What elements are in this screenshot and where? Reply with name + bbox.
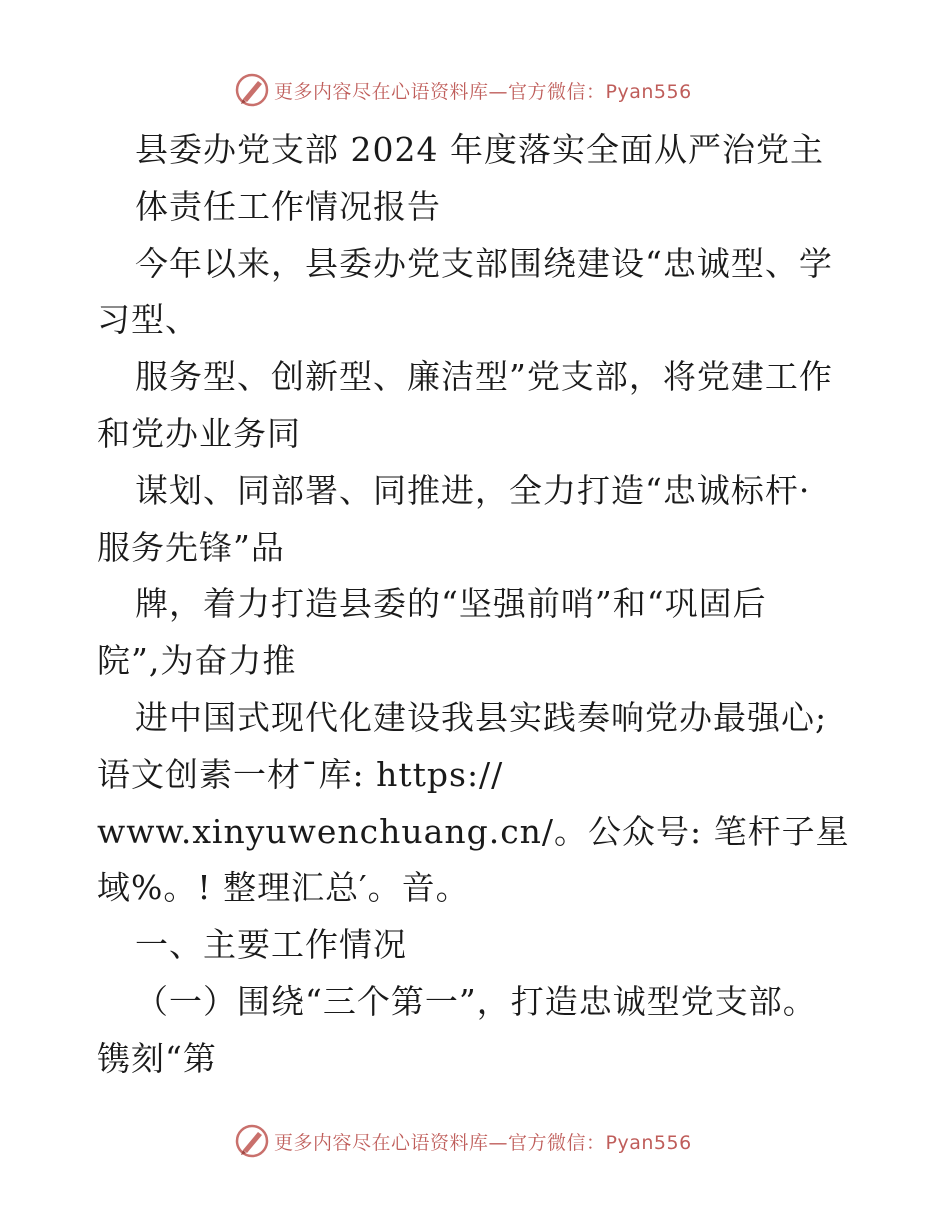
paragraph-line: 服务先锋”品 [97,527,285,567]
paragraph-line: 镌刻“第 [97,1038,217,1078]
title-line-2: 体责任工作情况报告 [135,186,441,226]
pen-logo-icon [234,72,270,108]
paragraph-line: 域%。! 整理汇总′。音。 [97,868,470,908]
paragraph-line: 牌，着力打造县委的“坚强前哨”和“巩固后 [135,584,767,624]
footer-banner-text: 更多内容尽在心语资料库—官方微信：Pyan556 [274,1131,692,1154]
footer-watermark-banner [234,1121,692,1161]
paragraph-line: 谋划、同部署、同推进，全力打造“忠诚标杆· [135,470,811,510]
header-banner-text: 更多内容尽在心语资料库—官方微信：Pyan556 [274,80,692,103]
document-body [97,122,857,1088]
title-line-1: 县委办党支部 2024 年度落实全面从严治党主 [135,130,824,169]
paragraph-line: 语文创素一材¯库: https:// [97,754,504,794]
header-watermark-banner [234,70,692,110]
subsection-heading: （一）围绕“三个第一”，打造忠诚型党支部。 [135,981,817,1021]
paragraph-line: 和党办业务同 [97,413,301,453]
paragraph-line: 今年以来，县委办党支部围绕建设“忠诚型、学 [135,243,833,283]
paragraph-line: 进中国式现代化建设我县实践奏响党办最强心; [135,697,828,737]
paragraph-line: www.xinyuwenchuang.cn/。公众号: 笔杆子星 [97,811,850,851]
pen-logo-icon [234,1123,270,1159]
paragraph-line: 习型、 [97,300,199,340]
paragraph-line: 院”,为奋力推 [97,641,297,681]
section-heading: 一、主要工作情况 [135,925,407,965]
paragraph-line: 服务型、创新型、廉洁型”党支部，将党建工作 [135,357,833,397]
